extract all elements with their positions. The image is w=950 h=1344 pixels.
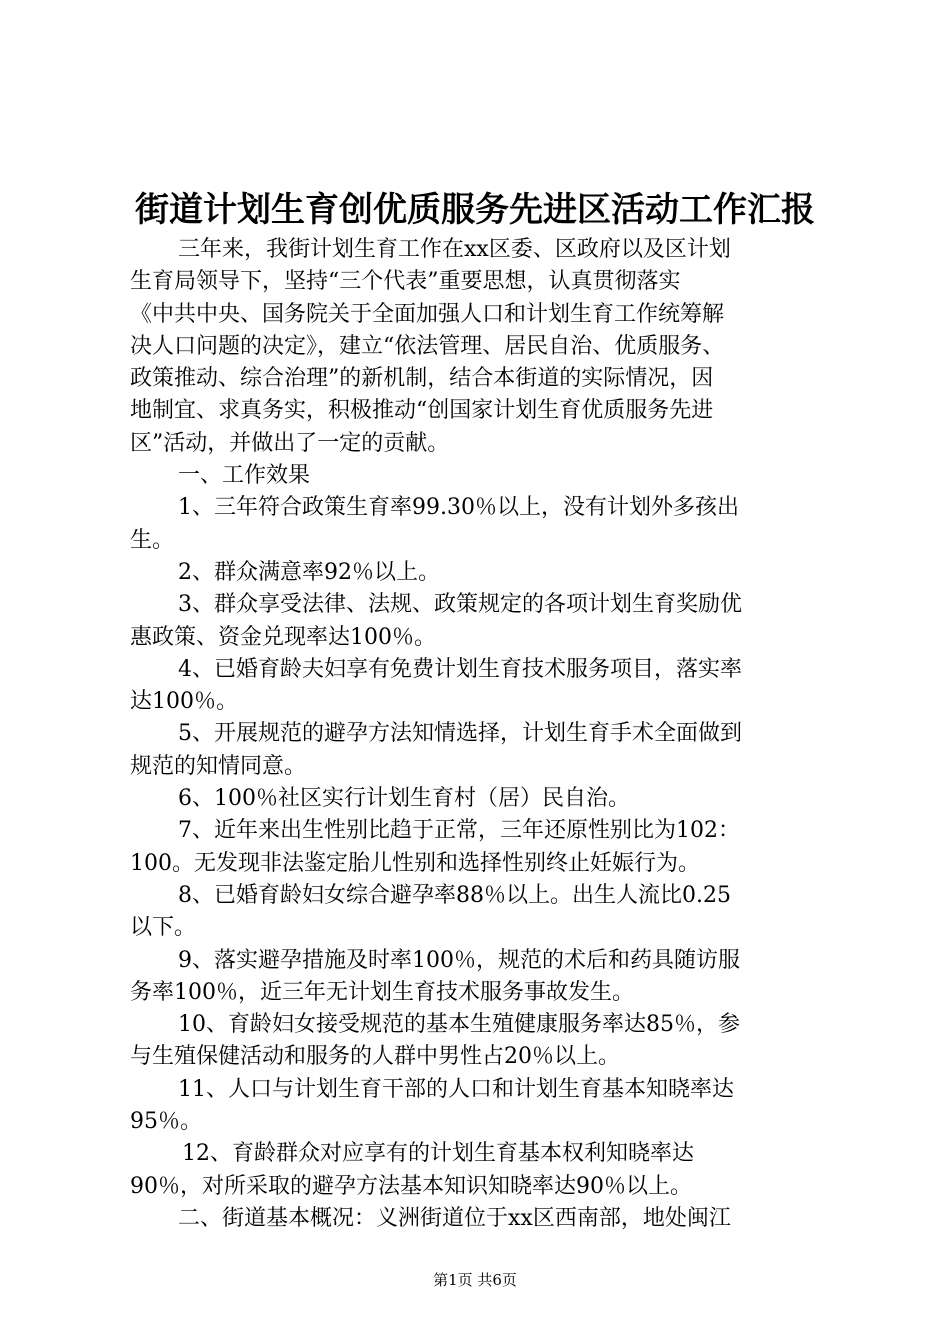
paragraph-line: 政策推动、综合治理”的新机制，结合本街道的实际情况，因 <box>130 366 714 392</box>
document-title: 街道计划生育创优质服务先进区活动工作汇报 <box>135 190 815 230</box>
paragraph-line: 《中共中央、国务院关于全面加强人口和计划生育工作统筹解 <box>130 301 725 327</box>
paragraph-line: 三年来，我街计划生育工作在xx区委、区政府以及区计划 <box>178 237 731 262</box>
document-body <box>130 234 830 1235</box>
list-item-line: 务率100％，近三年无计划生育技术服务事故发生。 <box>130 979 634 1005</box>
page-number: 第1页 共6页 <box>433 1271 517 1289</box>
list-item-line: 8、已婚育龄妇女综合避孕率88％以上。出生人流比0.25 <box>178 882 731 908</box>
list-item-line: 1、三年符合政策生育率99.30％以上，没有计划外多孩出 <box>178 495 739 521</box>
paragraph-line: 决人口问题的决定》，建立“依法管理、居民自治、优质服务、 <box>130 333 725 359</box>
list-item-line: 95％。 <box>130 1109 202 1135</box>
list-item-line: 90％，对所采取的避孕方法基本知识知晓率达90％以上。 <box>130 1173 692 1199</box>
list-item-line: 4、已婚育龄夫妇享有免费计划生育技术服务项目，落实率 <box>178 656 742 682</box>
list-item-line: 2、群众满意率92％以上。 <box>178 559 440 585</box>
section-heading: 一、工作效果 <box>178 463 311 489</box>
list-item-line: 11、人口与计划生育干部的人口和计划生育基本知晓率达 <box>178 1076 734 1102</box>
list-item-line: 生。 <box>130 527 175 553</box>
list-item-line: 7、近年来出生性别比趋于正常，三年还原性别比为102： <box>178 818 740 844</box>
list-item-line: 3、群众享受法律、法规、政策规定的各项计划生育奖励优 <box>178 592 742 618</box>
list-item-line: 100。无发现非法鉴定胎儿性别和选择性别终止妊娠行为。 <box>130 850 700 876</box>
list-item-line: 9、落实避孕措施及时率100％，规范的术后和药具随访服 <box>178 947 740 973</box>
list-item-line: 5、开展规范的避孕方法知情选择，计划生育手术全面做到 <box>178 721 742 747</box>
list-item-line: 惠政策、资金兑现率达100％。 <box>130 624 436 650</box>
list-item-line: 以下。 <box>130 915 197 941</box>
paragraph-line: 地制宜、求真务实，积极推动“创国家计划生育优质服务先进 <box>130 398 714 424</box>
list-item-line: 达100％。 <box>130 689 238 715</box>
list-item-line: 规范的知情同意。 <box>130 753 307 779</box>
list-item-line: 10、育龄妇女接受规范的基本生殖健康服务率达85％，参 <box>178 1012 740 1038</box>
list-item-line: 6、100％社区实行计划生育村（居）民自治。 <box>178 786 630 812</box>
list-item-line: 与生殖保健活动和服务的人群中男性占20％以上。 <box>130 1044 620 1070</box>
paragraph-line: 生育局领导下，坚持“三个代表”重要思想，认真贯彻落实 <box>130 269 681 295</box>
section-heading: 二、街道基本概况：义洲街道位于xx区西南部，地处闽江 <box>178 1205 731 1231</box>
paragraph-line: 区”活动，并做出了一定的贡献。 <box>130 430 450 456</box>
list-item-line: 12、育龄群众对应享有的计划生育基本权利知晓率达 <box>182 1141 694 1167</box>
